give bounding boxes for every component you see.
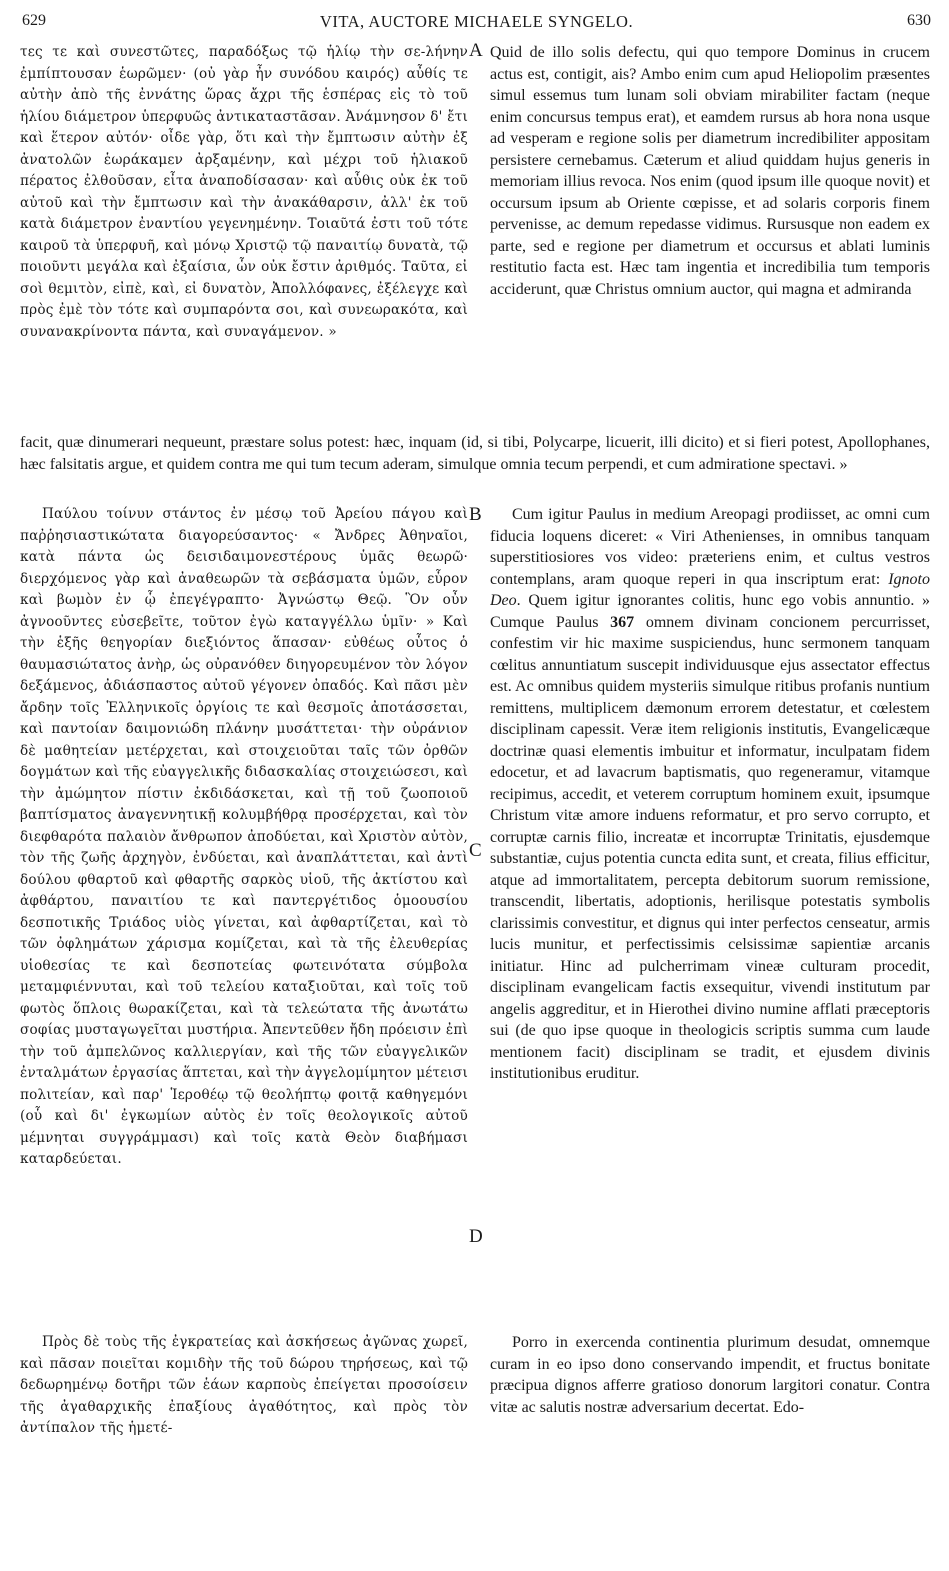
latin-paragraph-1: Quid de illo solis defectu, qui quo tempore Dominus in crucem actus est, contigit, ais? Ambo enim cum apud Heliopolim præsentes simul essemus tum lunam soli obviam mirabiliter factam (neque enim concursus tempus erat), et eamdem rursus ab hora nona usque ad vesperam e regione solis per diametrum incredibiliter appositam persistere cernebamus. Cæterum et aliud quiddam hujus generis in memoriam illius revoca. Nos enim (quod ipsum ille quoque novit) et occursum ipsum ab Oriente cœpisse, et ad solaris corporis finem pervenisse, ac demum repedasse vidimus. Rursusque non eadem ex parte, sed e regione per diametrum et occursus et ablati luminis restitutio facta est. Hæc tam ingentia et incredibilia tum temporis acciderunt, quæ Christus omnium auctor, qui magna et admiranda bbox=[490, 44, 930, 298]
greek-column-1 bbox=[20, 42, 468, 386]
greek-paragraph-3: Πρὸς δὲ τοὺς τῆς ἐγκρατείας καὶ ἀσκήσεως ἀγῶνας χωρεῖ, καὶ πᾶσαν ποιεῖται κομιδὴν τῆς τοῦ δώρου τηρήσεως, καὶ τῷ δεδωρημένῳ δοτῆρι τῶν ἑάων καρποὺς ἐπείγεται προσοίσειν τῆς ἀγαθαρχικῆς ἐπαξίους ἀγαθότητος, καὶ πρὸς τὸν ἀντίπαλον τῆς ἡμετέ- bbox=[20, 1334, 468, 1436]
latin-text-2b: . Quem igitur ignorantes colitis, hunc ego vobis annuntio. » Cumque Paulus bbox=[490, 592, 930, 631]
latin-fullwidth bbox=[20, 432, 930, 498]
latin-column-3 bbox=[490, 1332, 930, 1550]
running-title: VITA, AUCTORE MICHAELE SYNGELO. bbox=[319, 12, 634, 31]
margin-letter-b: B bbox=[469, 504, 482, 525]
greek-paragraph-2: Παύλου τοίνυν στάντος ἐν μέσῳ τοῦ Ἀρείου πάγου καὶ παῤῥησιαστικώτατα διαγορεύσαντος· « Ἄνδρες Ἀθηναῖοι, κατὰ πάντα ὡς δεισιδαιμονεστέρους ὑμᾶς θεωρῶ· διερχόμενος γὰρ καὶ ἀναθεωρῶν τὰ σεβάσματα ὑμῶν, εὗρον καὶ βωμὸν ἐν ᾧ ἐπεγέγραπτο· Ἀγνώστῳ Θεῷ. Ὃν οὖν ἀγνοοῦντες εὐσεβεῖτε, τοῦτον ἐγὼ καταγγέλλω ὑμῖν· » Καὶ τὴν ἑξῆς θεηγορίαν διεξιόντος ἅπασαν· εὐθέως οὗτος ὁ θαυμασιώτατος ἀνὴρ, ὡς οὐρανόθεν διηγορευμένον τὸν λόγον δεξάμενος, ἀδιάσπαστος αὐτοῦ γέγονεν ὀπαδός. Καὶ πᾶσι μὲν ἄρδην τοῖς Ἑλληνικοῖς ὀργίοις τε καὶ θεσμοῖς ἀποτάσσεται, καὶ παντοίαν δαιμονιώδη πλάνην μυσάττεται· τὴν οὐράνιον δὲ μαθητείαν μετέρχεται, καὶ στοιχειοῦται ταῖς τῶν ὀρθῶν δογμάτων καὶ τῆς εὐαγγελικῆς διδασκαλίας στοιχειώσεσι, καὶ τὴν ἀμώμητον πίστιν ἐκδιδάσκεται, καὶ τῇ τοῦ ζωοποιοῦ βαπτίσματος ἀναγεννητικῇ κολυμβήθρᾳ προσέρχεται, καὶ τὸν διεφθαρότα παλαιὸν ἄνθρωπον ἀποδύεται, καὶ Χριστὸν αὐτὸν, τὸν τῆς ζωῆς ἀρχηγὸν, ἐνδύεται, καὶ ἀναπλάττεται, καὶ ἀντὶ δούλου φθαρτοῦ καὶ φθαρτῆς σαρκὸς υἱοῦ, τῆς ἀκτίστου καὶ ἀφθάρτου, παναιτίου τε καὶ παντεργέτιδος ὁμοουσίου δεσποτικῆς Τριάδος υἱὸς γίνεται, καὶ ἀφθαρτίζεται, καὶ τὸ τῶν ὀφλημάτων χάρισμα κομίζεται, καὶ τὰ τῆς ἐλευθερίας υἱοθεσίας τε καὶ δεσποτείας φωτεινότατα σύμβολα μεταμφιέννυται, καὶ τοῦ τελείου καταξιοῦται, καὶ τοῖς τοῦ φωτὸς ὅπλοις θωρακίζεται, καὶ τὰ τελεώτατα τῆς ἀνωτάτω σοφίας μυσταγωγεῖται μυστήρια. Ἀπεντεῦθεν ἤδη πρόεισιν ἐπὶ τὴν τοῦ ἀμπελῶνος καλλιεργίαν, καὶ τῆς τῶν εὐαγγελικῶν ἐνταλμάτων ἐργασίας ἅπτεται, καὶ τὴν ἀγγελομίμητον μέτεισι πολιτείαν, καὶ παρ' Ἱεροθέῳ τῷ θεολήπτῳ φοιτᾷ καθηγεμόνι (οὗ καὶ δι' ἐγκωμίων αὐτὸς ἐν τοῖς θεολογικοῖς αὐτοῦ μέμνηται συγγράμμασι) καὶ τοῖς κατὰ Θεὸν διαβήμασι καταρδεύεται. bbox=[20, 506, 468, 1167]
greek-column-3 bbox=[20, 1332, 468, 1550]
latin-text-2a: Cum igitur Paulus in medium Areopagi prodiisset, ac omni cum fiducia loquens diceret: « Viri Athenienses, in omnibus tanquam superstitiosiores vos video: præteriens enim, et cultus vestros contemplans, aram quoque reperi in qua inscriptum erat: bbox=[490, 506, 930, 588]
latin-paragraph-1-cont: facit, quæ dinumerari nequeunt, præstare solus potest: hæc, inquam (id, si tibi, Polycarpe, licuerit, illi dicito) et si fieri potest, Apollophanes, hæc falsitatis argue, et quidem contra me qui tum tecum aderam, simulque omnia tecum perpendi, et cum admiratione spectavi. » bbox=[20, 434, 930, 473]
latin-paragraph-2 bbox=[490, 504, 930, 1085]
margin-letter-c: C bbox=[469, 840, 482, 861]
greek-column-2 bbox=[20, 504, 468, 1320]
column-number-bold: 367 bbox=[610, 613, 635, 631]
latin-column-1 bbox=[490, 42, 930, 429]
page-number-left: 629 bbox=[22, 12, 46, 29]
page-header bbox=[22, 8, 931, 32]
page-number-right: 630 bbox=[907, 12, 931, 29]
margin-letter-d: D bbox=[469, 1226, 483, 1247]
latin-text-2c: omnem divinam concionem percurrisset, confestim vir hic maxime suspiciendus, hunc sermonem tanquam cœlitus annuntiatum suscepit individuusque ejus assectator effectus est. Ac omnibus quidem mysteriis simulque ritibus profanis nuntium remittens, multiplicem dæmonum errorem detestatur, et cœlestem disciplinam capessit. Veræ item religionis institutis, Evangelicæque doctrinæ quasi elementis imbuitur et informatur, inculpatam fidem edocetur, et ad lavacrum baptismatis, quo regeneramur, vitamque recipimus, accedit, et veterem corruptum hominem exuit, ipsumque Christum vitæ amore induens reformatur, et pro servo corrupto, et corruptæ carnis filio, increatæ et incorruptæ Trinitatis, ejusdemque substantiæ, cujus potentia cuncta edita sunt, et creata, filius efficitur, atque ad immortalitatem, percepta debitorum suorum remissione, transcendit, libertatis, adoptionis, herilisque potestatis symbolis clarissimis convestitur, et dignus qui inter perfectos censeatur, armis lucis munitur, et perfectissimis celsissimæ sapientiæ arcanis initiatur. Hinc ad pulcherrimam vineæ culturam procedit, disciplinam evangelicam factis exsequitur, vivendi institutum par angelis aggreditur, et in Hierothei divino numine afflati præceptoris sui (de quo ipse quoque in theologicis scriptis summa cum laude mentionem facit) disciplinam se tradit, et ejusdem divinis institutionibus eruditur. bbox=[490, 613, 930, 1082]
margin-letter-a: A bbox=[469, 40, 483, 61]
inscription-italic: Ignoto Deo bbox=[490, 570, 930, 609]
latin-column-2 bbox=[490, 504, 930, 1324]
latin-paragraph-3: Porro in exercenda continentia plurimum desudat, omnemque curam in eo ipso dono conservando impendit, et fructus bonitate præcipua dignos afferre gratioso donorum largitori conatur. Contra vitæ ac salutis nostræ adversarium decertat. Edo- bbox=[490, 1334, 930, 1416]
greek-paragraph-1: τες τε καὶ συνεστῶτες, παραδόξως τῷ ἡλίῳ τὴν σε-λήνην ἐμπίπτουσαν ἑωρῶμεν· (οὐ γὰρ ἦν συνόδου καιρός) αὖθίς τε αὐτὴν ἀπὸ τῆς ἐννάτης ὥρας ἄχρι τῆς ἑσπέρας εἰς τὸ τοῦ ἡλίου διάμετρον ὑπερφυῶς ἀντικαταστᾶσαν. Ἀνάμνησον δ' ἔτι καὶ ἕτερον αὐτόν· οἶδε γὰρ, ὅτι καὶ τὴν ἔμπτωσιν αὐτὴν ἐξ ἀνατολῶν ἑωράκαμεν ἀρξαμένην, καὶ μέχρι τοῦ ἡλιακοῦ πέρατος ἐλθοῦσαν, εἶτα ἀναποδίσασαν· καὶ αὖθις οὐκ ἐκ τοῦ αὐτοῦ καὶ τὴν ἔμπτωσιν καὶ τὴν ἀνακάθαρσιν, ἀλλ' ἐκ τοῦ κατὰ διάμετρον ἐναντίου γεγενημένην. Τοιαῦτά ἐστι τοῦ τότε καιροῦ τὰ ὑπερφυῆ, καὶ μόνῳ Χριστῷ τῷ παναιτίῳ δυνατὰ, τῷ ποιοῦντι μεγάλα καὶ ἐξαίσια, ὧν οὐκ ἔστιν ἀριθμός. Ταῦτα, εἰ σοὶ θεμιτὸν, εἰπὲ, καὶ, εἰ δυνατὸν, Ἀπολλόφανες, ἐξέλεγχε καὶ πρὸς ἐμὲ τὸν τότε καὶ συμπαρόντα σοι, καὶ συνεωρακότα, καὶ συνανακρίνοντα πάντα, καὶ συναγάμενον. » bbox=[20, 44, 468, 340]
